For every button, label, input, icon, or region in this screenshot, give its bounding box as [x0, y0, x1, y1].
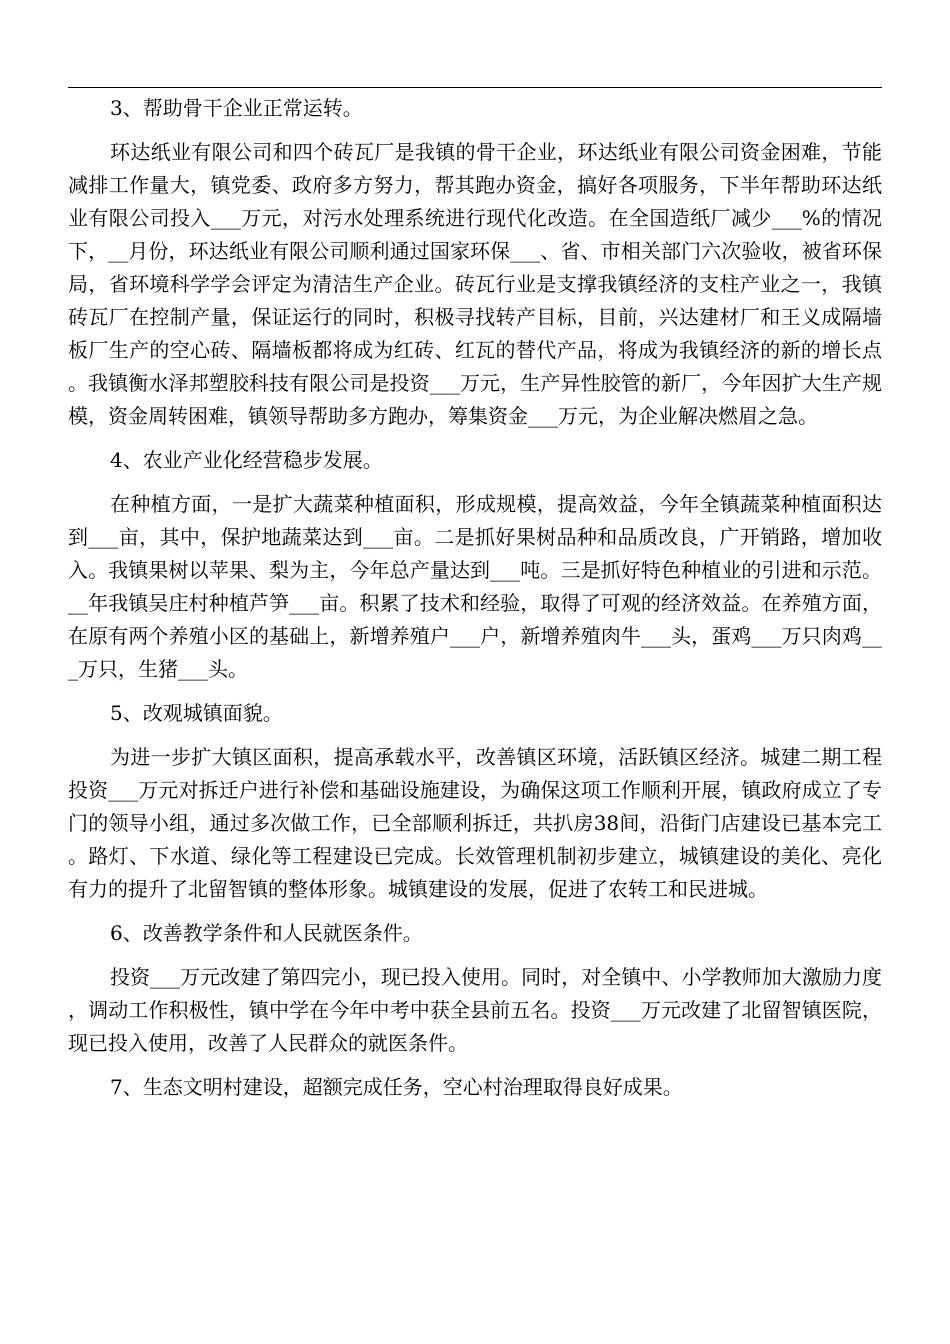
section-heading-4: 4、农业产业化经营稳步发展。 — [110, 448, 383, 472]
document-body — [68, 92, 882, 1104]
section-heading-6: 6、改善教学条件和人民就医条件。 — [110, 921, 423, 945]
section-heading-5: 5、改观城镇面貌。 — [110, 701, 283, 725]
section-paragraph-5: 为进一步扩大镇区面积，提高承载水平，改善镇区环境，活跃镇区经济。城建二期工程投资___万元对拆迁户进行补偿和基础设施建设，为确保这项工作顺利开展，镇政府成立了专门的领导小组，通过多次做工作，已全部顺利拆迁，共扒房38间，沿街门店建设已基本完工。路灯、下水道、绿化等工程建设已完成。长效管理机制初步建立，城镇建设的美化、亮化有力的提升了北留智镇的整体形象。城镇建设的发展，促进了农转工和民进城。 — [68, 745, 882, 901]
section-paragraph-3: 环达纸业有限公司和四个砖瓦厂是我镇的骨干企业，环达纸业有限公司资金困难，节能减排工作量大，镇党委、政府多方努力，帮其跑办资金，搞好各项服务，下半年帮助环达纸业有限公司投入___万元，对污水处理系统进行现代化改造。在全国造纸厂减少___%的情况下，__月份，环达纸业有限公司顺利通过国家环保___、省、市相关部门六次验收，被省环保局，省环境科学学会评定为清洁生产企业。砖瓦行业是支撑我镇经济的支柱产业之一，我镇砖瓦厂在控制产量，保证运行的同时，积极寻找转产目标，目前，兴达建材厂和王义成隔墙板厂生产的空心砖、隔墙板都将成为红砖、红瓦的替代产品，将成为我镇经济的新的增长点。我镇衡水泽邦塑胶科技有限公司是投资___万元，生产异性胶管的新厂，今年因扩大生产规模，资金周转困难，镇领导帮助多方跑办，筹集资金___万元，为企业解决燃眉之急。 — [68, 140, 882, 428]
section-paragraph-4: 在种植方面，一是扩大蔬菜种植面积，形成规模，提高效益，今年全镇蔬菜种植面积达到___亩，其中，保护地蔬菜达到___亩。二是抓好果树品种和品质改良，广开销路，增加收入。我镇果树以苹果、梨为主，今年总产量达到___吨。三是抓好特色种植业的引进和示范。__年我镇吴庄村种植芦笋___亩。积累了技术和经验，取得了可观的经济效益。在养殖方面，在原有两个养殖小区的基础上，新增养殖户___户，新增养殖肉牛___头，蛋鸡___万只肉鸡___万只，生猪___头。 — [68, 492, 882, 681]
header-rule — [68, 87, 882, 88]
section-heading-3: 3、帮助骨干企业正常运转。 — [110, 96, 363, 120]
section-paragraph-6: 投资___万元改建了第四完小，现已投入使用。同时，对全镇中、小学教师加大激励力度，调动工作积极性，镇中学在今年中考中获全县前五名。投资___万元改建了北留智镇医院，现已投入使用，改善了人民群众的就医条件。 — [68, 965, 882, 1055]
section-heading-7: 7、生态文明村建设，超额完成任务，空心村治理取得良好成果。 — [110, 1075, 683, 1099]
